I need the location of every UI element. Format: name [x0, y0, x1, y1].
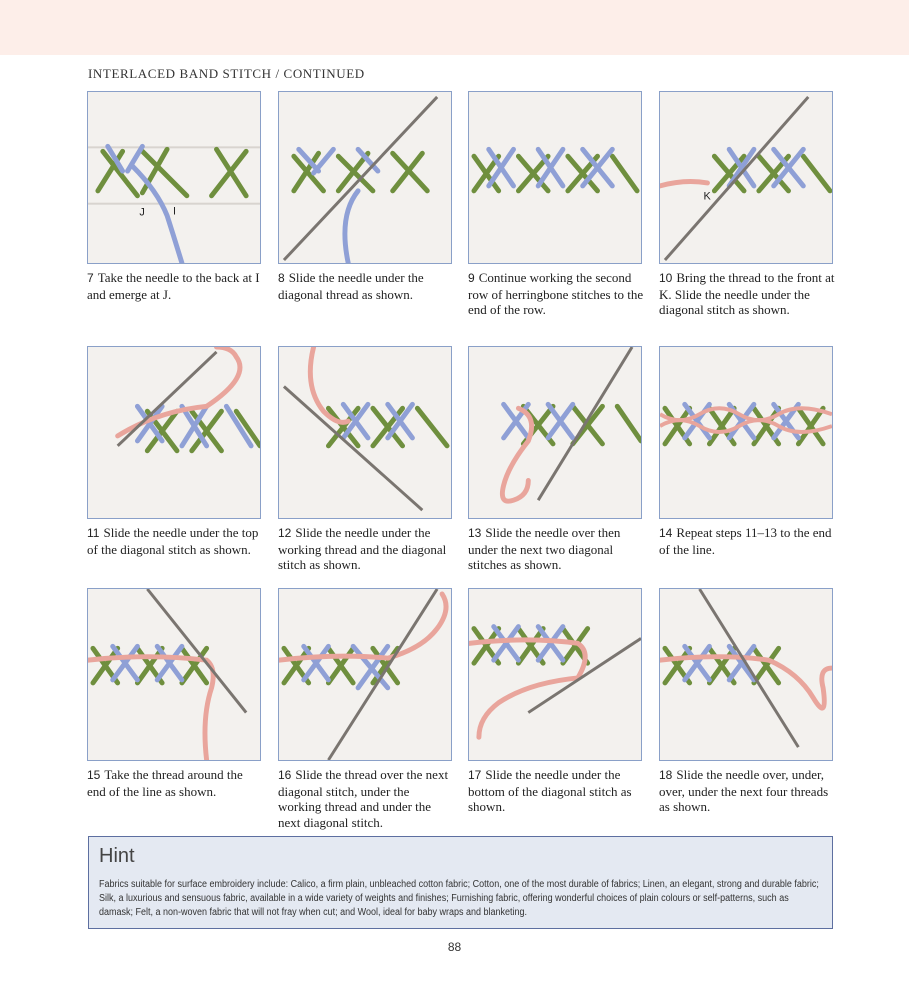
step-13-caption: 13 Slide the needle over then under the next two diagonal stitches as shown. — [468, 525, 621, 572]
step-18-photo — [659, 588, 833, 761]
label-i: I — [173, 205, 177, 218]
step-11-caption: 11 Slide the needle under the top of the diagonal stitch as shown. — [87, 525, 259, 557]
step-10-photo — [659, 91, 833, 264]
step-9-caption: 9 Continue working the second row of herringbone stitches to the end of the row. — [468, 270, 644, 317]
step-12-caption: 12 Slide the needle under the working thread and the diagonal stitch as shown. — [278, 525, 447, 572]
step-11 — [87, 346, 263, 557]
step-9-photo — [468, 91, 642, 264]
step-14-caption: 14 Repeat steps 11–13 to the end of the line. — [659, 525, 832, 557]
step-17 — [468, 588, 644, 815]
step-18 — [659, 588, 835, 815]
step-17-photo — [468, 588, 642, 761]
step-8 — [278, 91, 454, 302]
step-10 — [659, 91, 835, 318]
step-12-photo — [278, 346, 452, 519]
step-7-caption: 7 Take the needle to the back at I and emerge at J. — [87, 270, 260, 302]
top-color-band — [0, 0, 909, 55]
step-9 — [468, 91, 644, 318]
step-10-caption: 10 Bring the thread to the front at K. Slide the needle under the diagonal stitch as shown. — [659, 270, 835, 317]
step-14-photo — [659, 346, 833, 519]
step-15 — [87, 588, 263, 799]
step-15-photo — [87, 588, 261, 761]
page-number: 88 — [447, 940, 462, 954]
section-title: INTERLACED BAND STITCH / CONTINUED — [88, 66, 365, 81]
step-14 — [659, 346, 835, 557]
step-7 — [87, 91, 263, 302]
step-16-photo — [278, 588, 452, 761]
step-15-caption: 15 Take the thread around the end of the line as shown. — [87, 767, 243, 799]
step-17-caption: 17 Slide the needle under the bottom of the diagonal stitch as shown. — [468, 767, 632, 814]
step-16 — [278, 588, 454, 830]
step-11-photo — [87, 346, 261, 519]
step-16-caption: 16 Slide the thread over the next diagonal stitch, under the working thread and under the next diagonal stitch. — [278, 767, 449, 830]
step-8-caption: 8 Slide the needle under the diagonal thread as shown. — [278, 270, 424, 302]
step-8-photo — [278, 91, 452, 264]
hint-title: Hint — [99, 845, 135, 867]
step-13-photo — [468, 346, 642, 519]
step-7-photo — [87, 91, 261, 264]
step-12 — [278, 346, 454, 573]
hint-text: Fabrics suitable for surface embroidery include: Calico, a firm plain, unbleached cotton fabric; Cotton, one of the most durable of fabrics; Linen, an elegant, strong and durable fabric; Silk, a luxurious and sensuous fabric, available in a wide variety of weights and finishes; Furnishing fabric, offering wonderful choices of plain colours or self-patterns, such as damask; Felt, a non-woven fabric that will not fray when cut; and Wool, ideal for baby wraps and blanketing. — [99, 879, 819, 918]
step-13 — [468, 346, 644, 573]
label-j: J — [139, 206, 145, 219]
step-18-caption: 18 Slide the needle over, under, over, under the next four threads as shown. — [659, 767, 829, 814]
hint-box — [88, 836, 833, 929]
label-k: K — [703, 190, 711, 203]
